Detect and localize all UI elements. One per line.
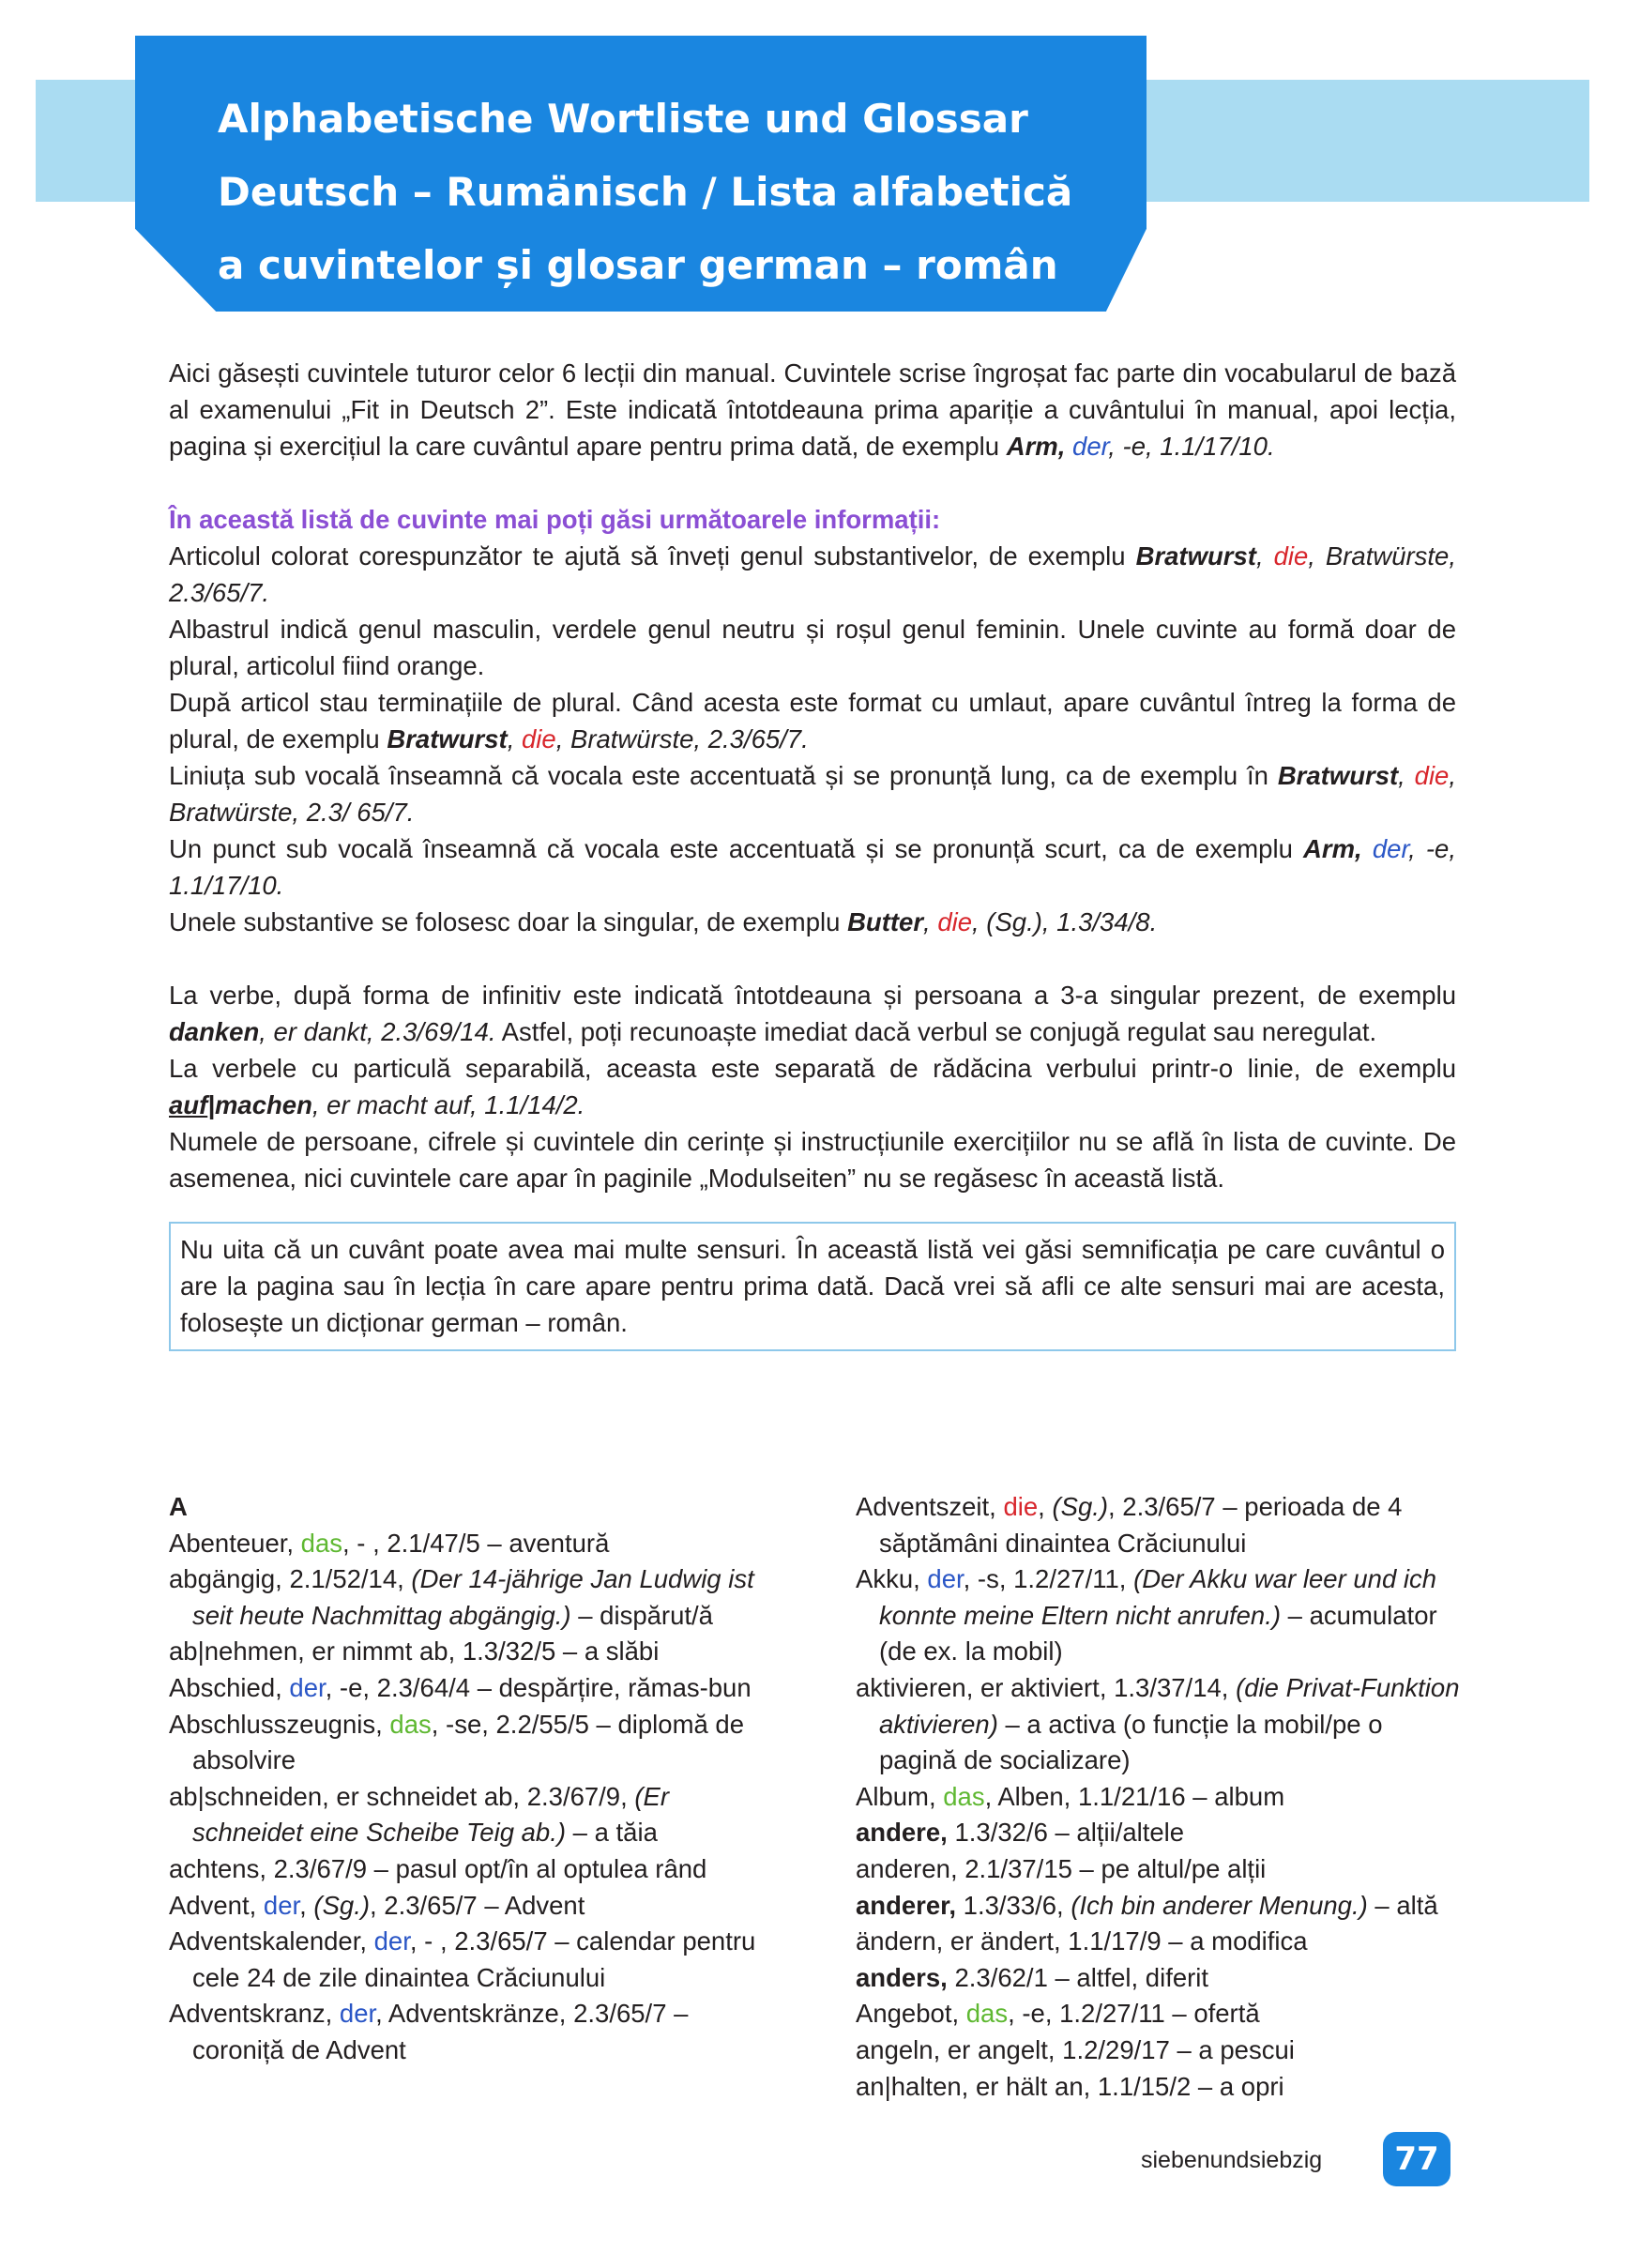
separator: , bbox=[375, 1709, 390, 1739]
glossary-entry bbox=[169, 1888, 779, 1925]
example-rest: , Bratwürste, 2.3/ 65/7. bbox=[169, 761, 1456, 827]
info-paragraph bbox=[169, 1050, 1456, 1123]
separator: , bbox=[286, 1528, 301, 1558]
example-rest: , er dankt, 2.3/69/14. bbox=[259, 1017, 496, 1046]
article: der bbox=[927, 1564, 964, 1594]
example-rest: , -e, 1.1/17/10. bbox=[169, 834, 1456, 900]
entry-example: (Sg.) bbox=[313, 1890, 371, 1920]
example-word: Bratwurst bbox=[1135, 541, 1256, 571]
entry-detail: , er nimmt ab, 1.3/32/5 – a slăbi bbox=[297, 1636, 660, 1667]
entry-example: (Ich bin anderer Menung.) bbox=[1071, 1890, 1368, 1920]
entry-detail: , bbox=[1038, 1492, 1053, 1521]
separator: , bbox=[928, 1781, 944, 1811]
title-line-3: a cuvintelor și glosar german – român bbox=[218, 242, 1058, 288]
headword: Advent bbox=[169, 1890, 250, 1920]
text: La verbele cu particulă separabilă, aceasta este separată de rădăcina verbului printr-o linie, de exemplu bbox=[169, 1054, 1456, 1083]
example-rest: , (Sg.), 1.3/34/8. bbox=[972, 907, 1158, 936]
article-masc: der bbox=[1372, 834, 1409, 863]
entry-translation: – acumulator (de ex. la mobil) bbox=[879, 1600, 1437, 1667]
separator: , bbox=[951, 1999, 966, 2029]
headword: Akku bbox=[856, 1564, 914, 1594]
glossary-right-column bbox=[856, 1489, 1466, 2105]
headword: ändern bbox=[856, 1926, 936, 1956]
entry-translation: , 2.3/65/7 – Advent bbox=[370, 1890, 585, 1920]
glossary-entry bbox=[169, 1851, 779, 1888]
glossary-entry bbox=[856, 2032, 1466, 2069]
glossary-entry bbox=[856, 1815, 1466, 1851]
glossary-entry bbox=[169, 1924, 779, 1996]
entry-translation: – a tăia bbox=[566, 1818, 658, 1848]
text: După articol stau terminațiile de plural. Când acesta este format cu umlaut, apare cuvântul întreg la forma de plural, de exemplu bbox=[169, 688, 1456, 753]
headword: Adventskalender bbox=[169, 1926, 360, 1956]
example-word: Bratwurst bbox=[387, 724, 508, 753]
example-rest: , Bratwürste, 2.3/65/7. bbox=[169, 541, 1456, 607]
intro-paragraph bbox=[169, 355, 1456, 464]
glossary-entry bbox=[169, 1670, 779, 1707]
entry-detail: , 2.1/37/15 – pe altul/pe alții bbox=[949, 1853, 1267, 1883]
entry-detail: , bbox=[299, 1890, 314, 1920]
article: der bbox=[289, 1672, 326, 1702]
entry-translation: – dispărut/ă bbox=[570, 1600, 713, 1630]
info-heading: În această listă de cuvinte mai poți găsi următoarele informații: bbox=[169, 505, 941, 534]
article: das bbox=[300, 1528, 343, 1558]
entry-detail: , er hält an, 1.1/15/2 – a opri bbox=[961, 2071, 1284, 2101]
title-line-2: Deutsch – Rumänisch / Lista alfabetică bbox=[218, 169, 1073, 215]
entry-detail: , 2.1/52/14, bbox=[275, 1564, 412, 1594]
glossary-entry bbox=[856, 1561, 1466, 1670]
entry-detail: , Alben, 1.1/21/16 – album bbox=[984, 1781, 1285, 1811]
glossary-entry bbox=[169, 1996, 779, 2068]
example-word: Bratwurst bbox=[1277, 761, 1399, 790]
headword: ab|schneiden bbox=[169, 1781, 323, 1811]
info-paragraph bbox=[169, 538, 1456, 611]
entry-detail: , -e, 2.3/64/4 – despărțire, rămas-bun bbox=[325, 1672, 752, 1702]
glossary-entry bbox=[856, 1851, 1466, 1888]
article-masc: der bbox=[1072, 432, 1109, 461]
text: Articolul colorat corespunzător te ajută să înveți genul substantivelor, de exemplu bbox=[169, 541, 1136, 571]
entry-detail: , -se, 2.2/55/5 – diplomă de absolvire bbox=[192, 1709, 745, 1775]
glossary-entry bbox=[169, 1707, 779, 1779]
article: das bbox=[389, 1709, 432, 1739]
text: Un punct sub vocală înseamnă că vocala este accentuată și se pronunță scurt, ca de exemplu bbox=[169, 834, 1304, 863]
info-paragraph bbox=[169, 830, 1456, 904]
info-paragraph bbox=[169, 684, 1456, 757]
glossary-entry bbox=[856, 1779, 1466, 1816]
text: La verbe, după forma de infinitiv este indicată întotdeauna și persoana a 3-a singular prezent, de exemplu bbox=[169, 981, 1456, 1010]
headword: Abschlusszeugnis bbox=[169, 1709, 376, 1739]
headword: anders, bbox=[856, 1962, 948, 1992]
section-letter: A bbox=[169, 1492, 188, 1521]
article: das bbox=[965, 1999, 1009, 2029]
headword: Abschied bbox=[169, 1672, 276, 1702]
text: Liniuța sub vocală înseamnă că vocala este accentuată și se pronunță lung, ca de exemplu în bbox=[169, 761, 1278, 790]
headword: Album bbox=[856, 1781, 929, 1811]
entry-translation: , 2.3/65/7 – perioada de 4 săptămâni dinaintea Crăciunului bbox=[879, 1492, 1403, 1558]
headword: abgängig bbox=[169, 1564, 276, 1594]
headword: Angebot bbox=[856, 1999, 952, 2029]
intro-text bbox=[169, 355, 1456, 1196]
glossary-entry bbox=[169, 1634, 779, 1670]
entry-detail: , 2.3/67/9 – pasul opt/în al optulea rând bbox=[259, 1853, 707, 1883]
info-paragraph: Numele de persoane, cifrele și cuvintele din cerințe și instrucțiunile exercițiilor nu se află în lista de cuvinte. De asemenea, nici cuvintele care apar în paginile „Modulseiten” nu se regăsesc în această listă. bbox=[169, 1127, 1456, 1193]
glossary-left-column bbox=[169, 1489, 779, 2069]
entry-detail: , er ändert, 1.1/17/9 – a modifica bbox=[935, 1926, 1308, 1956]
headword: Adventszeit bbox=[856, 1492, 990, 1521]
glossary-entry bbox=[856, 1888, 1466, 1925]
page-number: 77 bbox=[1383, 2132, 1450, 2186]
headword: ab|nehmen bbox=[169, 1636, 298, 1667]
title-line-1: Alphabetische Wortliste und Glossar bbox=[218, 96, 1028, 142]
article-fem: die bbox=[1273, 541, 1309, 571]
comma: , bbox=[923, 907, 931, 936]
article: die bbox=[1003, 1492, 1039, 1521]
text: Astfel, poți recunoaște imediat dacă verbul se conjugă regulat sau neregulat. bbox=[495, 1017, 1377, 1046]
headword: Abenteuer bbox=[169, 1528, 287, 1558]
article: das bbox=[943, 1781, 985, 1811]
entry-example: (Der Akku war leer und ich konnte meine Eltern nicht anrufen.) bbox=[879, 1564, 1437, 1630]
entry-detail: 2.3/62/1 – altfel, diferit bbox=[947, 1962, 1209, 1992]
entry-example: (die Privat-Funktion aktivieren) bbox=[879, 1672, 1460, 1739]
headword: andere, bbox=[856, 1818, 948, 1848]
separator: , bbox=[989, 1492, 1004, 1521]
comma: , bbox=[1398, 761, 1405, 790]
glossary-entry bbox=[856, 1960, 1466, 1997]
headword: Adventskranz bbox=[169, 1999, 326, 2029]
example-word: Arm, bbox=[1006, 432, 1066, 461]
glossary-entry bbox=[169, 1779, 779, 1851]
headword: anderen bbox=[856, 1853, 950, 1883]
example-word: danken bbox=[169, 1017, 260, 1046]
example-rest: , -e, 1.1/17/10. bbox=[1108, 432, 1275, 461]
text: Unele substantive se folosesc doar la singular, de exemplu bbox=[169, 907, 848, 936]
entry-detail: , er angelt, 1.2/29/17 – a pescui bbox=[933, 2034, 1295, 2064]
glossary-entry bbox=[856, 2069, 1466, 2106]
separator: , bbox=[913, 1564, 928, 1594]
example-word-prefix: auf bbox=[169, 1090, 208, 1119]
note-box: Nu uita că un cuvânt poate avea mai multe sensuri. În această listă vei găsi semnificația pe care cuvântul o are la pagina sau în lecția în care apare pentru prima dată. Dacă vrei să afli ce alte sensuri mai are acesta, folosește un dicționar german – român. bbox=[169, 1222, 1456, 1351]
headword: achtens bbox=[169, 1853, 260, 1883]
separator: , bbox=[275, 1672, 290, 1702]
example-word: Butter bbox=[847, 907, 924, 936]
headword: anderer, bbox=[856, 1890, 957, 1920]
glossary-entry bbox=[856, 1996, 1466, 2032]
entry-detail: , er schneidet ab, 2.3/67/9, bbox=[322, 1781, 635, 1811]
separator: , bbox=[249, 1890, 264, 1920]
article-fem: die bbox=[522, 724, 556, 753]
entry-detail: , er aktiviert, 1.3/37/14, bbox=[965, 1672, 1237, 1702]
info-paragraph: Albastrul indică genul masculin, verdele genul neutru și roșul genul feminin. Unele cuvinte au formă doar de plural, articolul fiind orange. bbox=[169, 615, 1456, 680]
entry-detail: , Adventskränze, 2.3/65/7 – coroniță de Advent bbox=[192, 1999, 689, 2064]
comma: , bbox=[507, 724, 515, 753]
page-word: siebenundsiebzig bbox=[1141, 2147, 1323, 2173]
headword: angeln bbox=[856, 2034, 934, 2064]
entry-detail: 1.3/33/6, bbox=[956, 1890, 1071, 1920]
info-paragraph bbox=[169, 904, 1456, 940]
entry-example: (Der 14-jährige Jan Ludwig ist seit heute Nachmittag abgängig.) bbox=[192, 1564, 754, 1630]
entry-detail: 1.3/32/6 – alții/altele bbox=[947, 1818, 1185, 1848]
article: der bbox=[373, 1926, 410, 1956]
entry-detail: , -s, 1.2/27/11, bbox=[963, 1564, 1134, 1594]
entry-detail: , -e, 1.2/27/11 – ofertă bbox=[1008, 1999, 1260, 2029]
comma: , bbox=[1255, 541, 1264, 571]
example-rest: , er macht auf, 1.1/14/2. bbox=[311, 1090, 585, 1119]
example-word: |machen bbox=[207, 1090, 312, 1119]
info-paragraph bbox=[169, 977, 1456, 1050]
page-title bbox=[218, 83, 1137, 302]
entry-example: (Er schneidet eine Scheibe Teig ab.) bbox=[192, 1781, 670, 1848]
article: der bbox=[263, 1890, 300, 1920]
example-rest: , Bratwürste, 2.3/65/7. bbox=[555, 724, 809, 753]
glossary-entry bbox=[856, 1670, 1466, 1779]
text: Aici găsești cuvintele tuturor celor 6 lecții din manual. Cuvintele scrise îngroșat fac parte din vocabularul de bază al examenului „Fit in Deutsch 2”. Este indicată întotdeauna prima apariție a cuvântului în manual, apoi lecția, pagina și exercițiul la care cuvântul apare pentru prima dată, de exemplu bbox=[169, 358, 1456, 461]
entry-detail: , - , 2.1/47/5 – aventură bbox=[342, 1528, 610, 1558]
article-fem: die bbox=[1414, 761, 1450, 790]
separator: , bbox=[325, 1999, 340, 2029]
entry-detail: , - , 2.3/65/7 – calendar pentru cele 24 de zile dinaintea Crăciunului bbox=[192, 1926, 756, 1992]
glossary-entry bbox=[169, 1526, 779, 1562]
entry-example: (Sg.) bbox=[1052, 1492, 1109, 1521]
headword: an|halten bbox=[856, 2071, 962, 2101]
glossary-entry bbox=[169, 1561, 779, 1634]
headword: aktivieren bbox=[856, 1672, 966, 1702]
info-paragraph bbox=[169, 757, 1456, 830]
separator: , bbox=[359, 1926, 374, 1956]
glossary-entry bbox=[856, 1489, 1466, 1561]
article-fem: die bbox=[937, 907, 973, 936]
example-word: Arm, bbox=[1303, 834, 1362, 863]
article: der bbox=[339, 1999, 376, 2029]
entry-translation: – a activa (o funcție la mobil/pe o pagină de socializare) bbox=[879, 1709, 1383, 1775]
entry-translation: – altă bbox=[1367, 1890, 1438, 1920]
glossary-entry bbox=[856, 1924, 1466, 1960]
